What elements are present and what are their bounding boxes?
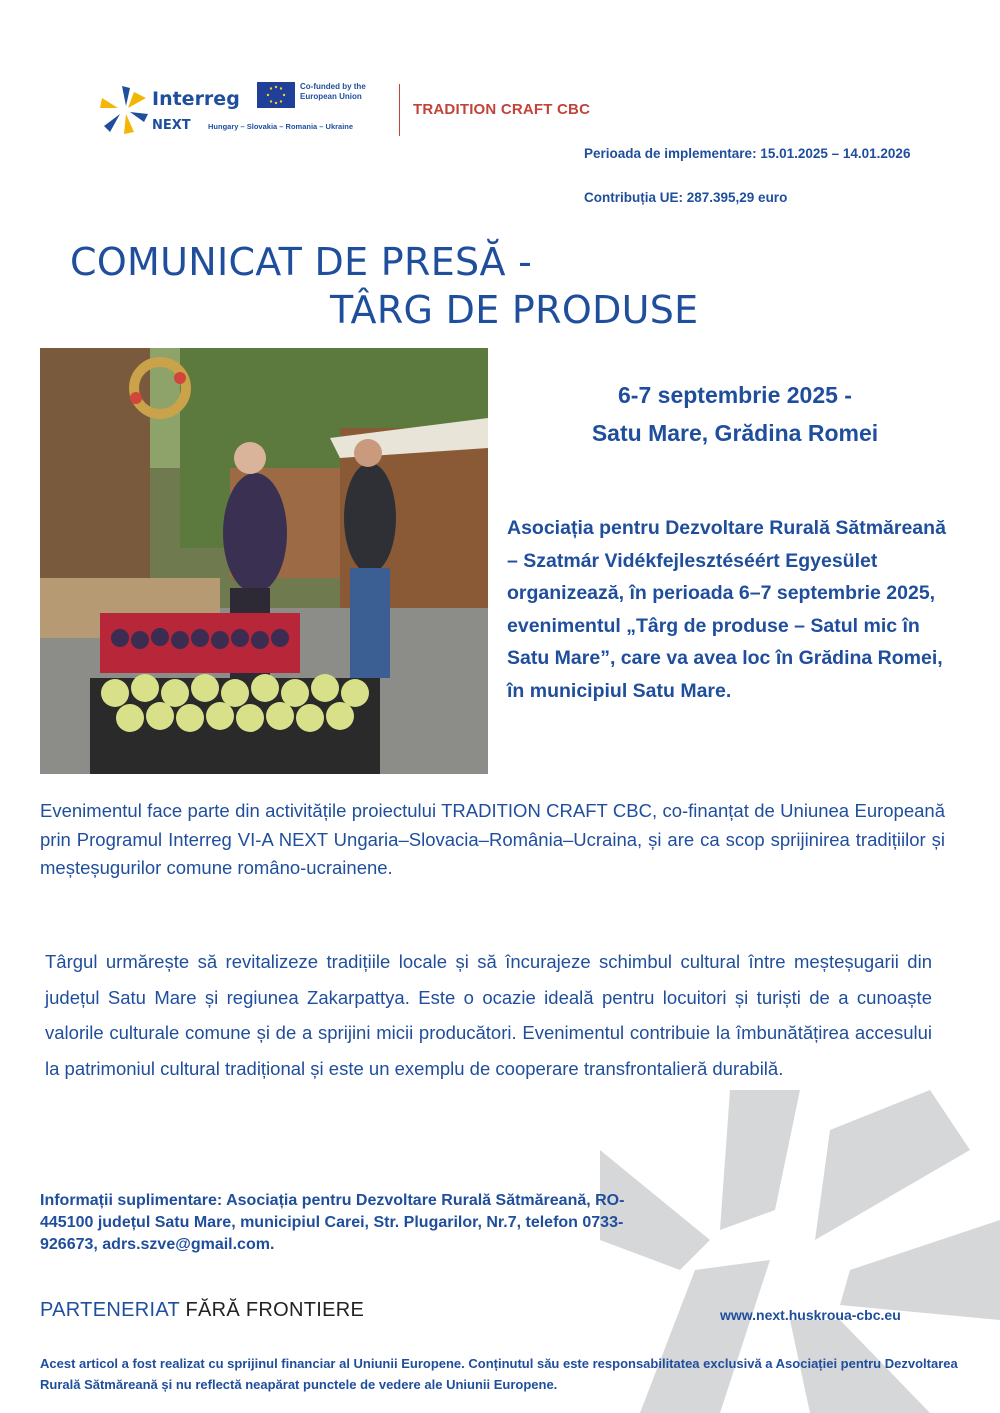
cofunded-text: Co-funded by the European Union	[300, 82, 366, 101]
partnership-slogan	[40, 1299, 364, 1322]
interreg-star-icon	[100, 84, 150, 136]
slogan-part-2: FĂRĂ FRONTIERE	[185, 1299, 365, 1321]
implementation-period: Perioada de implementare: 15.01.2025 – 14.01.2026	[584, 146, 911, 161]
event-location: Satu Mare, Grădina Romei	[591, 420, 879, 446]
event-date-location	[500, 376, 970, 452]
logo-program-text: NEXT	[152, 118, 191, 133]
eu-disclaimer: Acest articol a fost realizat cu sprijinul financiar al Uniunii Europene. Conținutul său este responsabilitatea exclusivă a Asociației pentru Dezvoltarea Rurală Sătmăreană și nu reflectă neapărat punctele de vedere ale Uniunii Europene.	[40, 1356, 958, 1392]
eu-flag-icon	[257, 82, 295, 108]
lead-paragraph: Asociația pentru Dezvoltare Rurală Sătmăreană – Szatmár Vidékfejlesztéséért Egyesület organizează, în perioada 6–7 septembrie 2025, evenimentul „Târg de produse – Satul mic în Satu Mare”, care va avea loc în Grădina Romei, în municipiul Satu Mare.	[507, 517, 946, 702]
body-paragraph-1: Evenimentul face parte din activitățile proiectului TRADITION CRAFT CBC, co-finanțat de Uniunea Europeană prin Programul Interreg VI-A NEXT Ungaria–Slovacia–România–Ucraina, și are ca scop sprijinirea tradițiilor și meșteșugurilor comune româno-ucrainene.	[40, 800, 945, 878]
contact-info: Informații suplimentare: Asociația pentru Dezvoltare Rurală Sătmăreană, RO-445100 județul Satu Mare, municipiul Carei, Str. Plugarilor, Nr.7, telefon 0733-926673, adrs.szve@gmail.com.	[40, 1192, 625, 1253]
page-title-line1: COMUNICAT DE PRESĂ -	[70, 240, 533, 284]
interreg-logo	[100, 80, 400, 140]
page-title-line2: TÂRG DE PRODUSE	[330, 288, 699, 332]
event-date: 6-7 septembrie 2025 -	[618, 382, 852, 408]
eu-contribution: Contribuția UE: 287.395,29 euro	[584, 190, 788, 205]
market-photo	[40, 348, 488, 774]
project-name: TRADITION CRAFT CBC	[413, 101, 591, 118]
header-divider	[399, 84, 400, 136]
logo-brand-text: Interreg	[152, 88, 240, 110]
slogan-part-1: PARTENERIAT	[40, 1299, 180, 1321]
logo-countries-text: Hungary – Slovakia – Romania – Ukraine	[208, 122, 354, 131]
website-link[interactable]: www.next.huskroua-cbc.eu	[720, 1307, 901, 1323]
body-paragraph-2: Târgul urmărește să revitalizeze tradițiile locale și să încurajeze schimbul cultural între meșteșugarii din județul Satu Mare și regiunea Zakarpattya. Este o ocazie ideală pentru locuitori și turiști de a cunoaște valorile culturale comune și de a sprijini micii producători. Evenimentul contribuie la îmbunătățirea accesului la patrimoniul cultural tradițional și este un exemplu de cooperare transfrontalieră durabilă.	[45, 951, 932, 1079]
